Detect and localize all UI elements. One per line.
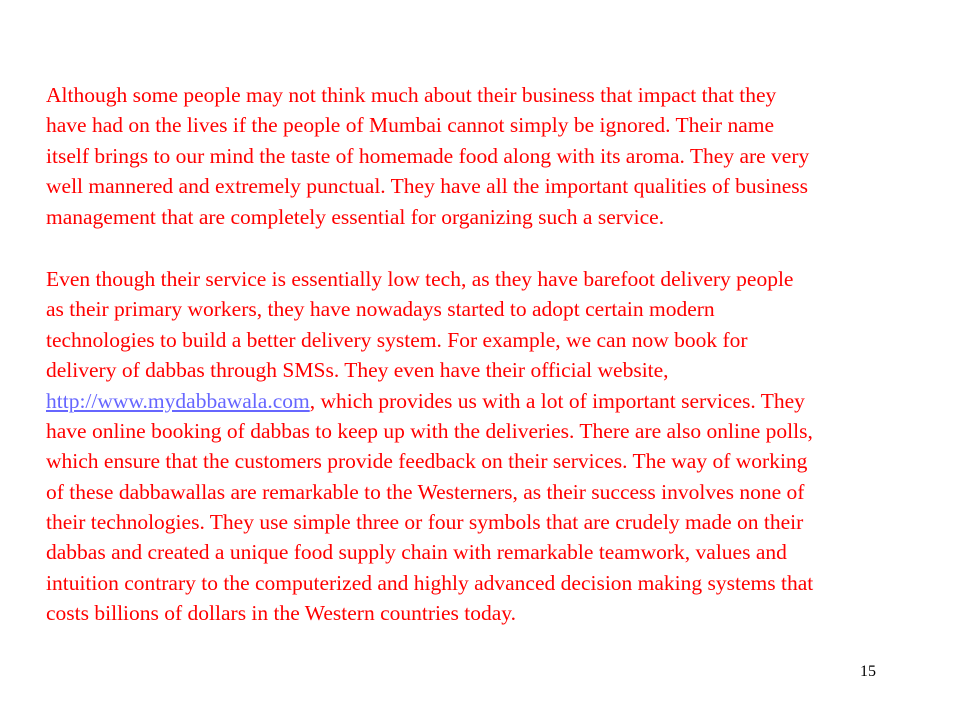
paragraph-2 <box>46 264 952 629</box>
paragraph-line: technologies to build a better delivery system. For example, we can now book for <box>46 327 748 352</box>
paragraph-line: as their primary workers, they have nowadays started to adopt certain modern <box>46 297 715 322</box>
paragraph-line: their technologies. They use simple three or four symbols that are crudely made on their <box>46 510 804 535</box>
paragraph-line: Even though their service is essentially low tech, as they have barefoot delivery people <box>46 266 794 291</box>
paragraph-line: intuition contrary to the computerized and highly advanced decision making systems that <box>46 570 814 595</box>
paragraph-line: have had on the lives if the people of Mumbai cannot simply be ignored. Their name <box>46 113 775 138</box>
paragraph-line: have online booking of dabbas to keep up with the deliveries. There are also online polls, <box>46 418 813 443</box>
paragraph-line: Although some people may not think much about their business that impact that they <box>46 83 777 107</box>
link-trailing-text: , which provides us with a lot of important services. They <box>309 388 805 413</box>
paragraph-1 <box>46 80 952 232</box>
paragraph-line: delivery of dabbas through SMSs. They even have their official website, <box>46 358 669 383</box>
paragraph-line-with-link <box>46 386 952 416</box>
paragraph-line: management that are completely essential for organizing such a service. <box>46 204 665 229</box>
paragraph-line: costs billions of dollars in the Western countries today. <box>46 601 516 626</box>
paragraph-line: dabbas and created a unique food supply chain with remarkable teamwork, values and <box>46 540 787 565</box>
paragraph-line: of these dabbawallas are remarkable to the Westerners, as their success involves none of <box>46 479 805 504</box>
paragraph-line: well mannered and extremely punctual. They have all the important qualities of business <box>46 174 809 199</box>
website-link[interactable]: http://www.mydabbawala.com <box>46 388 310 413</box>
paragraph-line: itself brings to our mind the taste of homemade food along with its aroma. They are very <box>46 143 810 168</box>
slide-body <box>46 80 952 629</box>
page-number: 15 <box>860 663 876 680</box>
paragraph-line: which ensure that the customers provide feedback on their services. The way of working <box>46 449 808 474</box>
